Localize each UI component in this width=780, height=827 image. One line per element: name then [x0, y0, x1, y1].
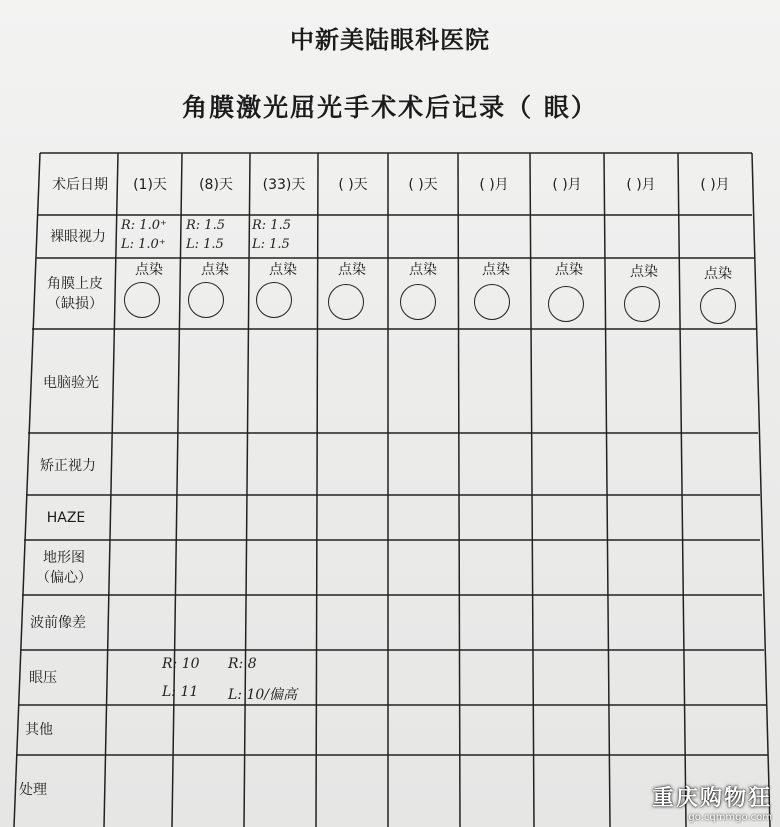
date-col-4: ( )天 [338, 177, 368, 193]
date-col-1: (1)天 [133, 177, 167, 193]
iop-col2-left: L: 11 [162, 684, 199, 700]
label-wavefront: 波前像差 [30, 615, 86, 631]
stain-label-8: 点染 [630, 264, 658, 280]
label-topography-line2: （偏心） [36, 570, 92, 586]
stain-label-9: 点染 [704, 266, 732, 282]
iop-col3-left: L: 10/偏高 [228, 687, 297, 703]
watermark-url: go.cqmmgo.com [688, 812, 772, 823]
stain-label-1: 点染 [135, 262, 163, 278]
stain-label-4: 点染 [338, 262, 366, 278]
label-date: 术后日期 [52, 177, 108, 193]
epithelium-circle-6 [474, 284, 510, 320]
label-iop: 眼压 [29, 670, 57, 686]
date-col-2: (8)天 [199, 177, 233, 193]
label-topography-line1: 地形图 [43, 550, 85, 566]
watermark [652, 781, 772, 823]
label-uncorrected-va: 裸眼视力 [50, 229, 106, 245]
iop-col3-right: R: 8 [228, 656, 257, 672]
label-epithelium [32, 262, 118, 326]
va-col3-left: L: 1.5 [252, 237, 290, 252]
epithelium-circle-7 [548, 286, 584, 322]
date-col-5: ( )天 [408, 177, 438, 193]
epithelium-circle-4 [328, 284, 364, 320]
date-col-6: ( )月 [479, 177, 509, 193]
epithelium-circle-1 [124, 282, 160, 318]
va-col2-left: L: 1.5 [186, 237, 224, 252]
epithelium-circle-9 [700, 288, 736, 324]
date-col-3: (33)天 [262, 177, 306, 193]
stain-label-6: 点染 [482, 262, 510, 278]
label-corrected-va: 矫正视力 [40, 457, 96, 474]
label-refraction: 电脑验光 [43, 375, 99, 391]
stain-label-2: 点染 [201, 262, 229, 278]
label-other: 其他 [25, 722, 53, 738]
form-title: 角膜激光屈光手术术后记录（ 眼） [182, 93, 598, 122]
stain-label-3: 点染 [269, 262, 297, 278]
label-treatment: 处理 [19, 782, 47, 798]
label-topography [20, 543, 108, 593]
date-col-8: ( )月 [626, 177, 656, 193]
label-epithelium-line2: （缺损） [47, 296, 103, 312]
va-col1-right: R: 1.0⁺ [121, 218, 167, 233]
hospital-name: 中新美陆眼科医院 [290, 26, 490, 54]
label-epithelium-line1: 角膜上皮 [47, 276, 103, 292]
iop-col2-right: R: 10 [162, 656, 200, 672]
va-col3-right: R: 1.5 [252, 218, 291, 233]
watermark-brand: 重庆购物狂 [651, 786, 772, 811]
date-col-9: ( )月 [700, 177, 730, 193]
label-haze: HAZE [46, 510, 86, 526]
date-col-7: ( )月 [552, 177, 582, 193]
stain-label-7: 点染 [555, 262, 583, 278]
epithelium-circle-8 [624, 286, 660, 322]
epithelium-circle-2 [188, 282, 224, 318]
va-col1-left: L: 1.0⁺ [121, 237, 166, 252]
va-col2-right: R: 1.5 [186, 218, 225, 233]
epithelium-circle-3 [256, 282, 292, 318]
stain-label-5: 点染 [409, 262, 437, 278]
epithelium-circle-5 [400, 284, 436, 320]
